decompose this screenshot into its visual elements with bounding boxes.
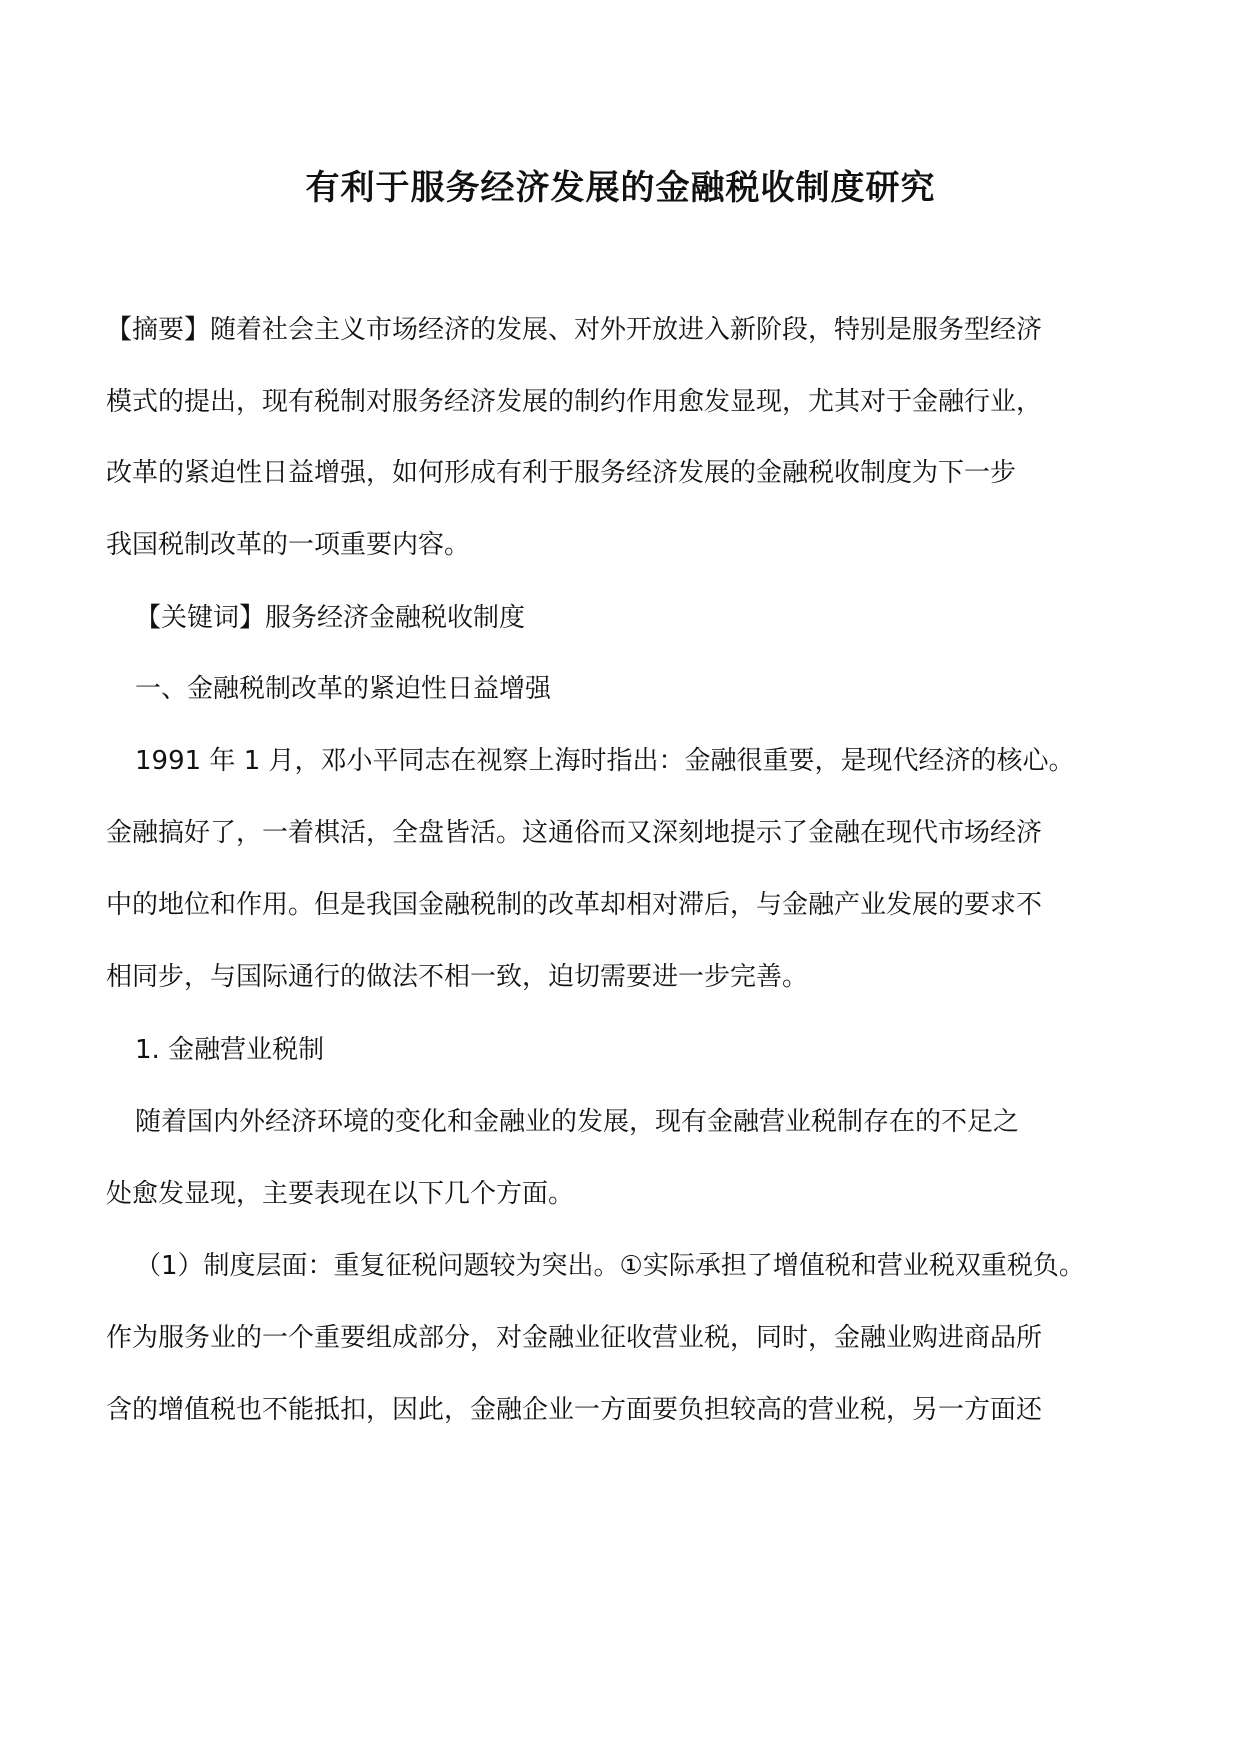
paragraph-line: 含的增值税也不能抵扣，因此，金融企业一方面要负担较高的营业税，另一方面还 [106,1395,1043,1425]
paragraph-line: （1）制度层面：重复征税问题较为突出。①实际承担了增值税和营业税双重税负。 [135,1251,1085,1281]
paragraph-line: 【摘要】随着社会主义市场经济的发展、对外开放进入新阶段，特别是服务型经济 [106,315,1043,345]
paragraph-line: 1991 年 1 月，邓小平同志在视察上海时指出：金融很重要，是现代经济的核心。 [135,746,1075,776]
paragraph-line: 模式的提出，现有税制对服务经济发展的制约作用愈发显现，尤其对于金融行业， [106,387,1043,417]
paragraph-line: 处愈发显现，主要表现在以下几个方面。 [106,1179,575,1209]
paragraph-line: 中的地位和作用。但是我国金融税制的改革却相对滞后，与金融产业发展的要求不 [106,890,1043,920]
paragraph-line: 改革的紧迫性日益增强，如何形成有利于服务经济发展的金融税收制度为下一步 [106,458,1017,488]
paragraph-line: 相同步，与国际通行的做法不相一致，迫切需要进一步完善。 [106,962,809,992]
paragraph-line: 我国税制改革的一项重要内容。 [106,530,471,560]
subsection-heading: 1. 金融营业税制 [135,1035,325,1065]
document-title: 有利于服务经济发展的金融税收制度研究 [305,168,936,208]
paragraph-line: 作为服务业的一个重要组成部分，对金融业征收营业税，同时，金融业购进商品所 [106,1323,1043,1353]
paragraph-line: 随着国内外经济环境的变化和金融业的发展，现有金融营业税制存在的不足之 [135,1107,1020,1137]
paragraph-line: 金融搞好了，一着棋活，全盘皆活。这通俗而又深刻地提示了金融在现代市场经济 [106,818,1043,848]
keywords-line: 【关键词】服务经济金融税收制度 [135,603,526,633]
section-heading: 一、金融税制改革的紧迫性日益增强 [135,674,552,704]
